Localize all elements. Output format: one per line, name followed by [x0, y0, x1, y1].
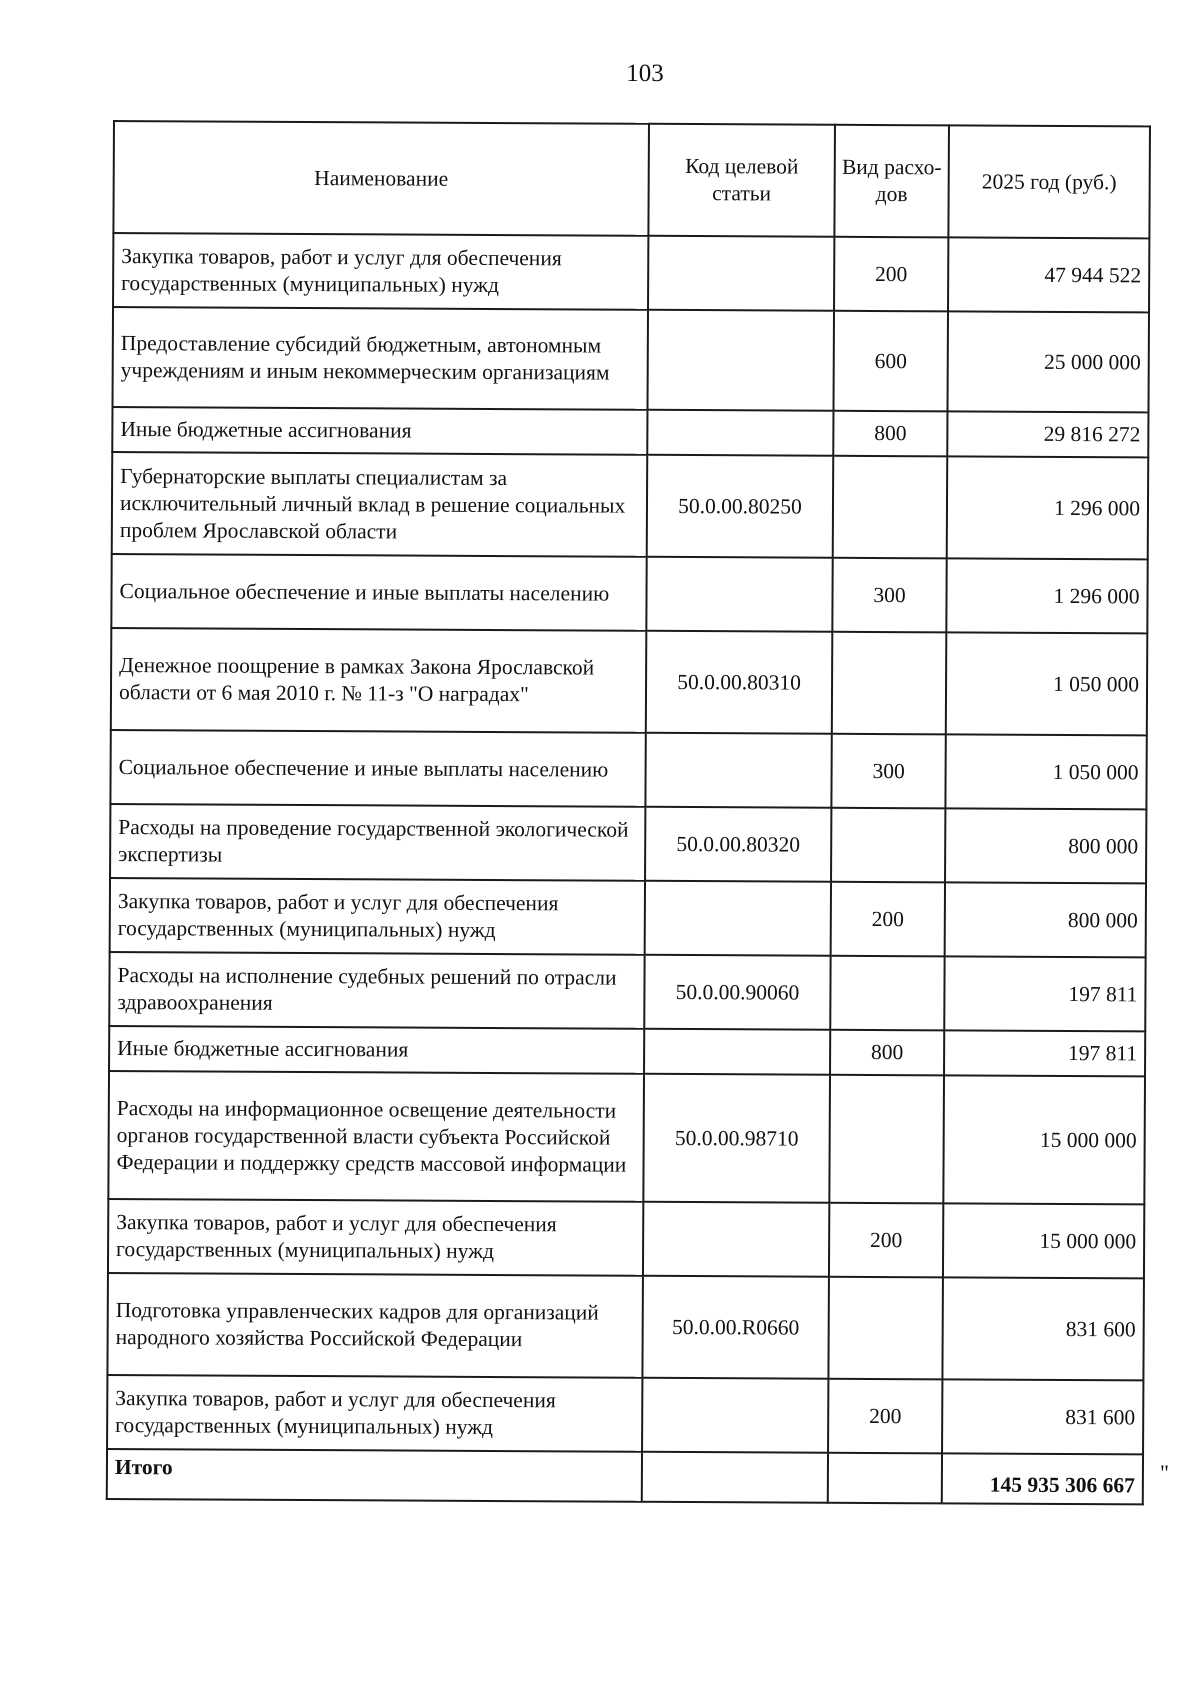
row-amount: 1 050 000	[945, 734, 1146, 809]
budget-table	[106, 120, 1151, 1505]
row-amount: 15 000 000	[943, 1203, 1144, 1278]
row-kind	[828, 1277, 943, 1380]
row-name: Закупка товаров, работ и услуг для обеспечения государственных (муниципальных) нужд	[113, 233, 648, 310]
page-number: 103	[626, 60, 664, 87]
table-row	[111, 628, 1148, 735]
row-code	[645, 733, 831, 808]
row-code: 50.0.00.80310	[646, 631, 833, 734]
row-code	[647, 410, 833, 456]
closing-quote-mark: "	[1160, 1460, 1169, 1485]
total-amount: 145 935 306 667	[942, 1453, 1143, 1504]
row-name: Иные бюджетные ассигнования	[109, 1026, 644, 1074]
table-row	[109, 952, 1145, 1031]
table-row	[110, 730, 1146, 809]
row-name: Иные бюджетные ассигнования	[112, 407, 647, 455]
row-name: Социальное обеспечение и иные выплаты населению	[110, 730, 645, 807]
row-code	[645, 881, 831, 956]
row-amount: 800 000	[945, 882, 1146, 957]
row-name: Расходы на исполнение судебных решений по отрасли здравоохранения	[109, 952, 644, 1029]
table-row	[110, 804, 1146, 883]
table-row	[112, 452, 1149, 559]
row-kind	[831, 808, 945, 883]
row-amount: 47 944 522	[948, 237, 1149, 312]
table-header-row	[113, 121, 1150, 238]
table-row	[109, 1026, 1145, 1076]
row-code: 50.0.00.90060	[644, 955, 830, 1030]
row-kind: 800	[833, 411, 947, 457]
total-row	[107, 1449, 1143, 1504]
row-code	[647, 310, 834, 411]
budget-table-container	[106, 120, 1149, 1505]
table-row	[107, 1273, 1144, 1380]
table-row	[112, 307, 1149, 412]
row-kind: 600	[833, 311, 948, 412]
header-amount: 2025 год (руб.)	[948, 125, 1150, 238]
header-name: Наименование	[113, 121, 649, 236]
row-amount: 1 296 000	[947, 456, 1149, 559]
table-row	[107, 1375, 1143, 1454]
row-kind: 300	[831, 734, 945, 809]
row-name: Закупка товаров, работ и услуг для обеспечения государственных (муниципальных) нужд	[107, 1375, 642, 1452]
row-kind: 200	[828, 1379, 942, 1454]
row-amount: 15 000 000	[943, 1075, 1145, 1204]
row-amount: 1 050 000	[946, 632, 1148, 735]
header-code: Код целевой статьи	[648, 124, 835, 237]
header-kind: Вид расхо-дов	[834, 125, 949, 238]
row-kind: 300	[832, 558, 946, 633]
row-code: 50.0.00.98710	[643, 1074, 830, 1203]
row-name: Денежное поощрение в рамках Закона Ярославской области от 6 мая 2010 г. № 11-з "О наградах"	[111, 628, 647, 733]
row-amount: 197 811	[944, 956, 1145, 1031]
row-code	[643, 1202, 829, 1277]
row-name: Расходы на проведение государственной экологической экспертизы	[110, 804, 645, 881]
row-amount: 800 000	[945, 808, 1146, 883]
row-kind: 200	[829, 1203, 943, 1278]
total-kind	[828, 1453, 942, 1504]
row-kind: 200	[834, 237, 948, 312]
table-row	[110, 878, 1146, 957]
row-kind: 800	[830, 1030, 944, 1076]
table-row	[112, 407, 1148, 457]
total-label: Итого	[107, 1449, 642, 1502]
row-kind	[833, 456, 948, 559]
total-code	[642, 1452, 828, 1503]
row-name: Социальное обеспечение и иные выплаты населению	[111, 554, 646, 631]
row-code	[646, 557, 832, 632]
row-code: 50.0.00.80250	[647, 455, 834, 558]
row-kind: 200	[831, 882, 945, 957]
row-amount: 1 296 000	[946, 558, 1147, 633]
table-row	[108, 1071, 1145, 1204]
row-code: 50.0.00.R0660	[642, 1276, 829, 1379]
row-kind	[832, 632, 947, 735]
row-name: Закупка товаров, работ и услуг для обеспечения государственных (муниципальных) нужд	[110, 878, 645, 955]
row-code	[644, 1029, 830, 1075]
row-amount: 831 600	[942, 1379, 1143, 1454]
row-code	[648, 236, 834, 311]
row-name: Закупка товаров, работ и услуг для обеспечения государственных (муниципальных) нужд	[108, 1199, 643, 1276]
row-kind	[830, 956, 944, 1031]
row-amount: 831 600	[942, 1277, 1144, 1380]
row-name: Предоставление субсидий бюджетным, автономным учреждениям и иным некоммерческим организациям	[112, 307, 648, 410]
row-amount: 29 816 272	[947, 411, 1148, 457]
row-code: 50.0.00.80320	[645, 807, 831, 882]
row-name: Расходы на информационное освещение деятельности органов государственной власти субъекта Российской Федерации и поддержку средств массовой информации	[108, 1071, 644, 1202]
table-row	[108, 1199, 1144, 1278]
row-amount: 25 000 000	[947, 311, 1149, 412]
row-name: Губернаторские выплаты специалистам за исключительный личный вклад в решение социальных проблем Ярославской области	[112, 452, 648, 557]
table-row	[111, 554, 1147, 633]
row-code	[642, 1378, 828, 1453]
row-amount: 197 811	[944, 1030, 1145, 1076]
table-row	[113, 233, 1149, 312]
row-name: Подготовка управленческих кадров для организаций народного хозяйства Российской Федерации	[107, 1273, 643, 1378]
row-kind	[829, 1075, 944, 1204]
